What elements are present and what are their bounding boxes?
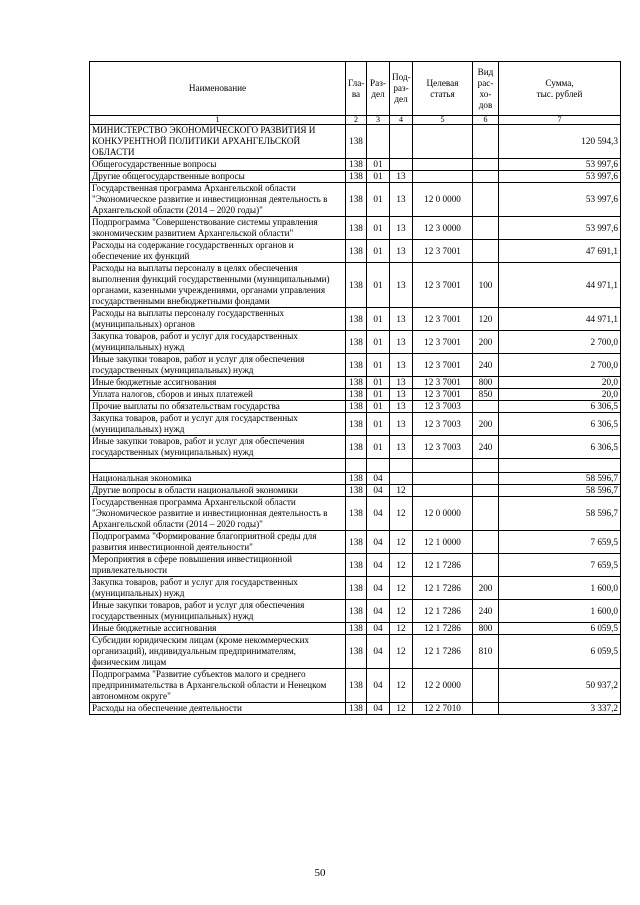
budget-table	[89, 61, 621, 715]
cell-podrazdel: 12	[390, 497, 413, 531]
cell-target: 12 3 0000	[413, 217, 473, 240]
cell-podrazdel: 13	[390, 354, 413, 377]
cell-razdel: 01	[367, 159, 390, 171]
cell-target	[413, 159, 473, 171]
cell-vid	[473, 125, 499, 159]
cell-podrazdel: 12	[390, 531, 413, 554]
cell-razdel: 04	[367, 577, 390, 600]
cell-podrazdel: 13	[390, 331, 413, 354]
table-row	[90, 635, 621, 669]
cell-razdel: 01	[367, 217, 390, 240]
column-number: 7	[499, 116, 621, 125]
header-row	[90, 62, 621, 116]
cell-sum: 47 691,1	[499, 240, 621, 263]
cell-razdel: 01	[367, 331, 390, 354]
cell-razdel: 04	[367, 554, 390, 577]
cell-vid	[473, 217, 499, 240]
cell-podrazdel: 13	[390, 413, 413, 436]
table-row	[90, 554, 621, 577]
cell-vid: 200	[473, 577, 499, 600]
cell-podrazdel: 13	[390, 171, 413, 183]
cell-name: Иные бюджетные ассигнования	[90, 377, 346, 389]
cell-glava: 138	[346, 125, 367, 159]
table-row	[90, 263, 621, 308]
cell-vid	[473, 183, 499, 217]
cell-target: 12 3 7003	[413, 401, 473, 413]
cell-podrazdel: 12	[390, 635, 413, 669]
table-row	[90, 497, 621, 531]
cell-sum: 2 700,0	[499, 354, 621, 377]
cell-name: Иные закупки товаров, работ и услуг для обеспечения государственных (муниципальных) нужд	[90, 600, 346, 623]
cell-sum: 20,0	[499, 377, 621, 389]
cell-podrazdel: 13	[390, 377, 413, 389]
cell-target: 12 3 7001	[413, 354, 473, 377]
cell-glava: 138	[346, 389, 367, 401]
cell-vid: 200	[473, 331, 499, 354]
cell-vid: 850	[473, 389, 499, 401]
cell-name: Прочие выплаты по обязательствам государства	[90, 401, 346, 413]
cell-vid: 810	[473, 635, 499, 669]
cell-razdel: 04	[367, 669, 390, 703]
cell-razdel: 01	[367, 401, 390, 413]
cell-sum	[499, 459, 621, 473]
cell-target: 12 1 0000	[413, 531, 473, 554]
cell-name: Иные бюджетные ассигнования	[90, 623, 346, 635]
cell-target: 12 3 7003	[413, 413, 473, 436]
cell-name: Государственная программа Архангельской области "Экономическое развитие и инвестиционная деятельность в Архангельской области (2014 – 2020 годы)"	[90, 183, 346, 217]
cell-razdel: 01	[367, 377, 390, 389]
cell-target	[413, 171, 473, 183]
spacer-row	[90, 459, 621, 473]
cell-target: 12 1 7286	[413, 623, 473, 635]
cell-name: Национальная экономика	[90, 473, 346, 485]
cell-vid	[473, 531, 499, 554]
cell-razdel: 01	[367, 436, 390, 459]
column-number: 2	[346, 116, 367, 125]
cell-vid	[473, 497, 499, 531]
cell-sum: 1 600,0	[499, 600, 621, 623]
table-row	[90, 473, 621, 485]
cell-glava: 138	[346, 497, 367, 531]
table-row	[90, 331, 621, 354]
column-number: 6	[473, 116, 499, 125]
cell-vid	[473, 459, 499, 473]
cell-razdel: 01	[367, 240, 390, 263]
cell-sum: 7 659,5	[499, 531, 621, 554]
cell-razdel: 04	[367, 473, 390, 485]
cell-podrazdel: 12	[390, 600, 413, 623]
cell-glava: 138	[346, 331, 367, 354]
table-row	[90, 703, 621, 715]
cell-podrazdel	[390, 159, 413, 171]
cell-podrazdel: 13	[390, 263, 413, 308]
cell-name: Расходы на выплаты персоналу в целях обеспечения выполнения функций государственными (муниципальными) органами, казенными учреждениями, органами управления государственными внебюджетными фондами	[90, 263, 346, 308]
table-body	[90, 125, 621, 715]
cell-podrazdel: 13	[390, 217, 413, 240]
cell-vid: 240	[473, 354, 499, 377]
table-row	[90, 531, 621, 554]
cell-vid	[473, 171, 499, 183]
table-row	[90, 389, 621, 401]
cell-name: Подпрограмма "Развитие субъектов малого и среднего предпринимательства в Архангельской области и Ненецком автономном округе"	[90, 669, 346, 703]
cell-podrazdel: 13	[390, 240, 413, 263]
cell-vid: 240	[473, 600, 499, 623]
cell-vid	[473, 401, 499, 413]
table-row	[90, 436, 621, 459]
cell-vid	[473, 159, 499, 171]
cell-razdel: 04	[367, 600, 390, 623]
cell-target: 12 0 0000	[413, 183, 473, 217]
cell-name: Уплата налогов, сборов и иных платежей	[90, 389, 346, 401]
cell-target: 12 1 7286	[413, 577, 473, 600]
cell-sum: 1 600,0	[499, 577, 621, 600]
cell-sum: 2 700,0	[499, 331, 621, 354]
cell-sum: 20,0	[499, 389, 621, 401]
cell-glava: 138	[346, 623, 367, 635]
cell-glava: 138	[346, 171, 367, 183]
cell-podrazdel: 12	[390, 669, 413, 703]
table-row	[90, 577, 621, 600]
cell-glava: 138	[346, 217, 367, 240]
header-name: Наименование	[90, 62, 346, 116]
cell-vid	[473, 669, 499, 703]
cell-glava: 138	[346, 377, 367, 389]
cell-name: Подпрограмма "Формирование благоприятной среды для развития инвестиционной деятельности"	[90, 531, 346, 554]
cell-razdel: 04	[367, 497, 390, 531]
cell-sum: 53 997,6	[499, 171, 621, 183]
table-row	[90, 669, 621, 703]
cell-glava: 138	[346, 531, 367, 554]
cell-target: 12 3 7001	[413, 240, 473, 263]
cell-glava: 138	[346, 413, 367, 436]
cell-razdel: 01	[367, 171, 390, 183]
cell-podrazdel: 13	[390, 401, 413, 413]
cell-name: Другие вопросы в области национальной экономики	[90, 485, 346, 497]
cell-sum: 3 337,2	[499, 703, 621, 715]
cell-target: 12 1 7286	[413, 635, 473, 669]
column-number-row	[90, 116, 621, 125]
cell-sum: 7 659,5	[499, 554, 621, 577]
cell-podrazdel: 12	[390, 623, 413, 635]
cell-sum: 44 971,1	[499, 308, 621, 331]
cell-target: 12 3 7003	[413, 436, 473, 459]
cell-razdel	[367, 125, 390, 159]
cell-glava: 138	[346, 600, 367, 623]
cell-vid: 800	[473, 623, 499, 635]
cell-glava: 138	[346, 183, 367, 217]
table-row	[90, 125, 621, 159]
cell-name: Мероприятия в сфере повышения инвестиционной привлекательности	[90, 554, 346, 577]
cell-sum: 50 937,2	[499, 669, 621, 703]
cell-name: Расходы на выплаты персоналу государственных (муниципальных) органов	[90, 308, 346, 331]
cell-glava: 138	[346, 436, 367, 459]
cell-vid	[473, 703, 499, 715]
cell-name: Расходы на обеспечение деятельности	[90, 703, 346, 715]
page-number: 50	[314, 867, 326, 879]
cell-target: 12 3 7001	[413, 263, 473, 308]
cell-razdel: 04	[367, 623, 390, 635]
cell-target: 12 0 0000	[413, 497, 473, 531]
header-vid: Вид рас- хо- дов	[473, 62, 499, 116]
cell-podrazdel: 12	[390, 577, 413, 600]
column-number: 4	[390, 116, 413, 125]
cell-name: Иные закупки товаров, работ и услуг для обеспечения государственных (муниципальных) нужд	[90, 354, 346, 377]
cell-razdel: 04	[367, 703, 390, 715]
table-row	[90, 377, 621, 389]
cell-name: Расходы на содержание государственных органов и обеспечение их функций	[90, 240, 346, 263]
table-row	[90, 159, 621, 171]
cell-sum: 6 059,5	[499, 623, 621, 635]
table-row	[90, 401, 621, 413]
cell-sum: 53 997,6	[499, 217, 621, 240]
cell-vid: 800	[473, 377, 499, 389]
cell-glava: 138	[346, 401, 367, 413]
cell-name: Общегосударственные вопросы	[90, 159, 346, 171]
cell-vid: 200	[473, 413, 499, 436]
cell-podrazdel	[390, 459, 413, 473]
cell-podrazdel: 12	[390, 554, 413, 577]
cell-sum: 6 306,5	[499, 436, 621, 459]
cell-name: Подпрограмма "Совершенствование системы управления экономическим развитием Архангельской области"	[90, 217, 346, 240]
cell-target: 12 1 7286	[413, 554, 473, 577]
cell-vid	[473, 240, 499, 263]
table-row	[90, 308, 621, 331]
table-row	[90, 623, 621, 635]
header-glava: Гла- ва	[346, 62, 367, 116]
cell-name: Закупка товаров, работ и услуг для государственных (муниципальных) нужд	[90, 413, 346, 436]
cell-target	[413, 473, 473, 485]
cell-podrazdel: 13	[390, 308, 413, 331]
header-sum: Сумма, тыс. рублей	[499, 62, 621, 116]
cell-name: МИНИСТЕРСТВО ЭКОНОМИЧЕСКОГО РАЗВИТИЯ И КОНКУРЕНТНОЙ ПОЛИТИКИ АРХАНГЕЛЬСКОЙ ОБЛАСТИ	[90, 125, 346, 159]
cell-sum: 6 306,5	[499, 401, 621, 413]
header-target: Целевая статья	[413, 62, 473, 116]
cell-name: Государственная программа Архангельской области "Экономическое развитие и инвестиционная деятельность в Архангельской области (2014 – 2020 годы)"	[90, 497, 346, 531]
cell-sum: 58 596,7	[499, 485, 621, 497]
column-number: 1	[90, 116, 346, 125]
cell-sum: 58 596,7	[499, 473, 621, 485]
cell-target: 12 1 7286	[413, 600, 473, 623]
cell-target: 12 3 7001	[413, 377, 473, 389]
cell-glava	[346, 459, 367, 473]
column-number: 3	[367, 116, 390, 125]
table-row	[90, 183, 621, 217]
cell-glava: 138	[346, 703, 367, 715]
cell-vid: 240	[473, 436, 499, 459]
cell-sum: 53 997,6	[499, 159, 621, 171]
cell-glava: 138	[346, 669, 367, 703]
cell-sum: 120 594,3	[499, 125, 621, 159]
cell-podrazdel: 13	[390, 389, 413, 401]
cell-razdel: 01	[367, 389, 390, 401]
cell-podrazdel: 12	[390, 703, 413, 715]
table-row	[90, 217, 621, 240]
cell-target: 12 2 0000	[413, 669, 473, 703]
cell-razdel: 01	[367, 413, 390, 436]
cell-razdel: 04	[367, 635, 390, 669]
cell-sum: 6 059,5	[499, 635, 621, 669]
cell-razdel	[367, 459, 390, 473]
cell-glava: 138	[346, 308, 367, 331]
cell-target	[413, 485, 473, 497]
table-row	[90, 354, 621, 377]
table-row	[90, 600, 621, 623]
cell-podrazdel	[390, 125, 413, 159]
column-number: 5	[413, 116, 473, 125]
cell-name	[90, 459, 346, 473]
cell-glava: 138	[346, 485, 367, 497]
cell-vid	[473, 554, 499, 577]
cell-target	[413, 459, 473, 473]
cell-razdel: 01	[367, 308, 390, 331]
cell-vid: 100	[473, 263, 499, 308]
cell-podrazdel	[390, 473, 413, 485]
table-row	[90, 413, 621, 436]
cell-name: Субсидии юридическим лицам (кроме некоммерческих организаций), индивидуальным предпринимателям, физическим лицам	[90, 635, 346, 669]
cell-razdel: 04	[367, 531, 390, 554]
cell-name: Закупка товаров, работ и услуг для государственных (муниципальных) нужд	[90, 577, 346, 600]
cell-glava: 138	[346, 577, 367, 600]
cell-name: Закупка товаров, работ и услуг для государственных (муниципальных) нужд	[90, 331, 346, 354]
cell-target: 12 3 7001	[413, 308, 473, 331]
cell-razdel: 04	[367, 485, 390, 497]
cell-glava: 138	[346, 554, 367, 577]
cell-glava: 138	[346, 159, 367, 171]
table-row	[90, 240, 621, 263]
cell-sum: 44 971,1	[499, 263, 621, 308]
cell-podrazdel: 13	[390, 183, 413, 217]
cell-vid	[473, 473, 499, 485]
cell-sum: 6 306,5	[499, 413, 621, 436]
cell-glava: 138	[346, 473, 367, 485]
cell-sum: 53 997,6	[499, 183, 621, 217]
cell-razdel: 01	[367, 263, 390, 308]
cell-vid	[473, 485, 499, 497]
header-podrazdel: Под- раз- дел	[390, 62, 413, 116]
table-row	[90, 485, 621, 497]
cell-glava: 138	[346, 354, 367, 377]
cell-glava: 138	[346, 635, 367, 669]
cell-target: 12 2 7010	[413, 703, 473, 715]
cell-razdel: 01	[367, 183, 390, 217]
cell-target: 12 3 7001	[413, 331, 473, 354]
cell-target	[413, 125, 473, 159]
cell-name: Другие общегосударственные вопросы	[90, 171, 346, 183]
cell-glava: 138	[346, 263, 367, 308]
cell-podrazdel: 13	[390, 436, 413, 459]
cell-podrazdel: 12	[390, 485, 413, 497]
cell-vid: 120	[473, 308, 499, 331]
cell-name: Иные закупки товаров, работ и услуг для обеспечения государственных (муниципальных) нужд	[90, 436, 346, 459]
table-row	[90, 171, 621, 183]
cell-target: 12 3 7001	[413, 389, 473, 401]
header-razdel: Раз- дел	[367, 62, 390, 116]
cell-razdel: 01	[367, 354, 390, 377]
cell-glava: 138	[346, 240, 367, 263]
cell-sum: 58 596,7	[499, 497, 621, 531]
